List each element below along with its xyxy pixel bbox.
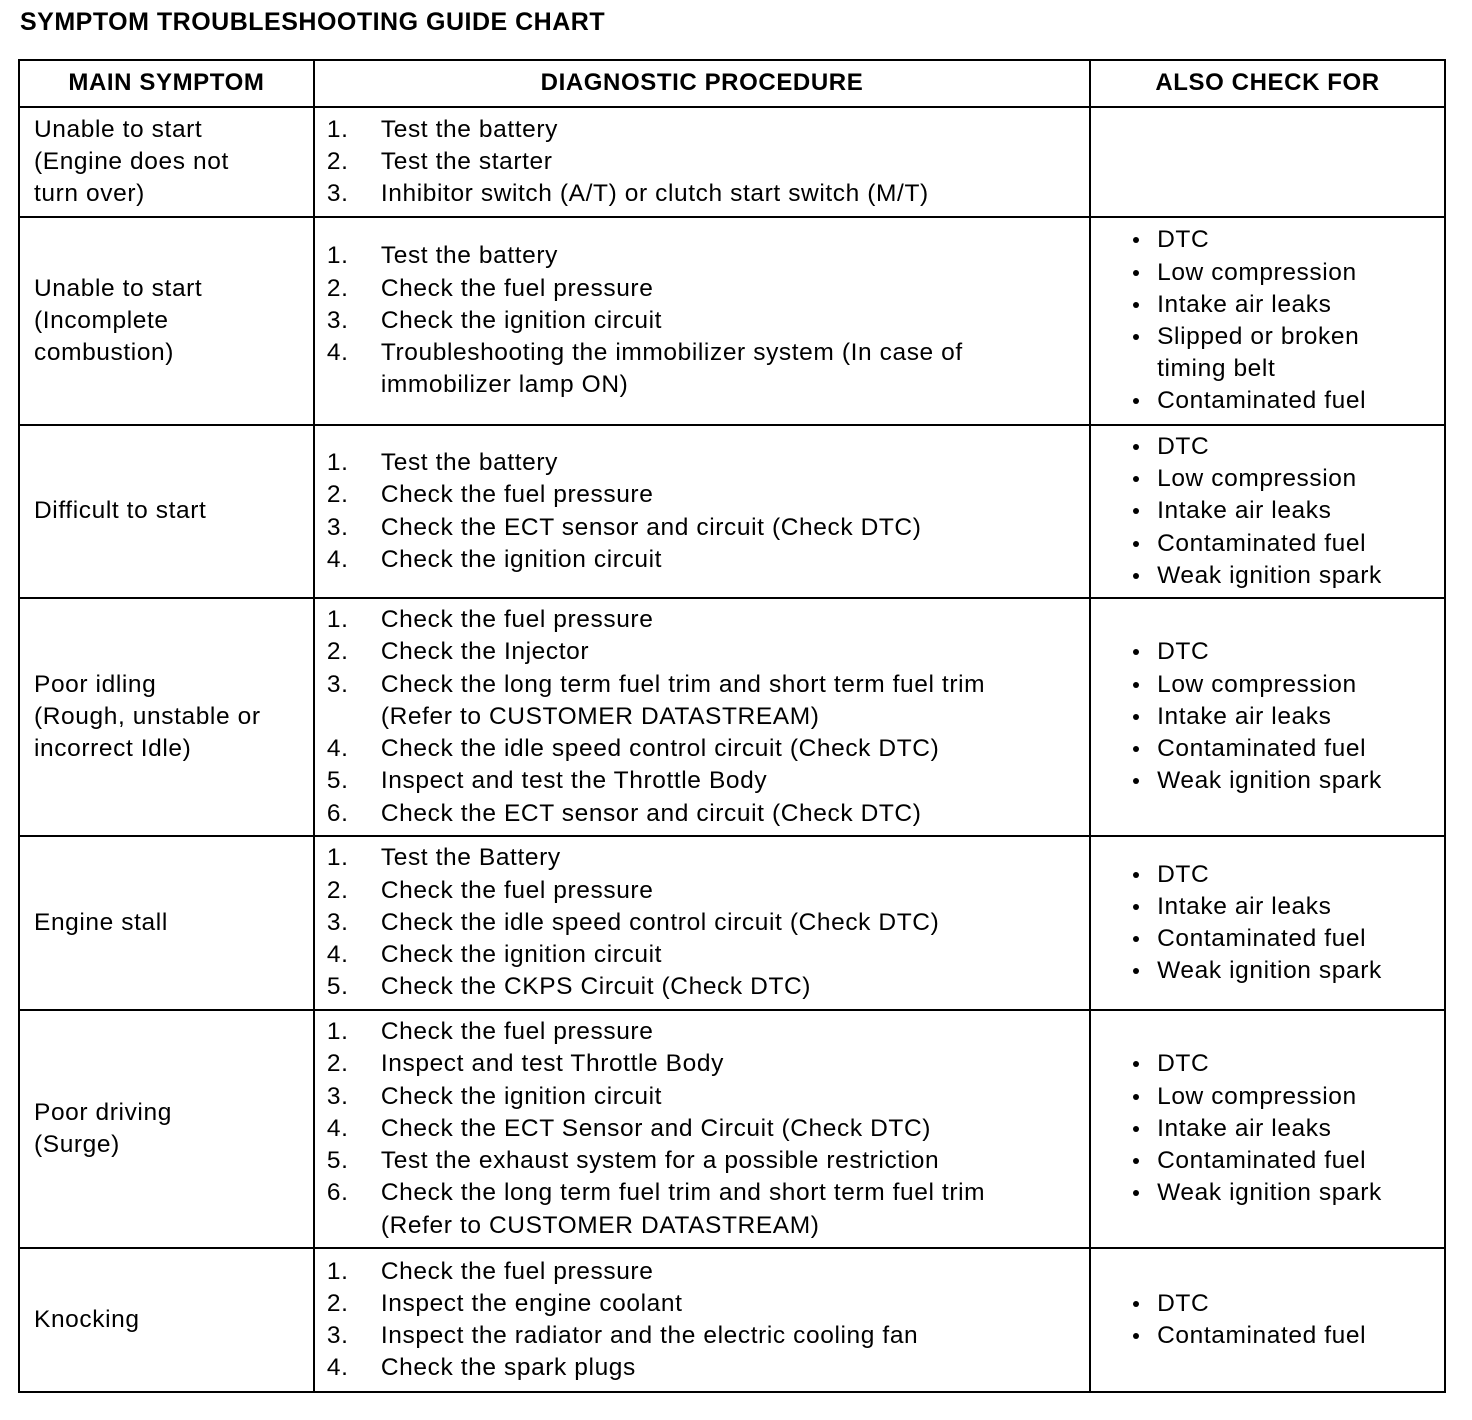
step-number: 3. [326, 908, 349, 936]
procedure-step [327, 798, 1089, 830]
bullet-icon [1127, 321, 1157, 385]
procedure-step [327, 765, 1089, 797]
bullet-icon [1127, 701, 1157, 733]
procedure-step [327, 907, 1089, 939]
check-item [1127, 636, 1444, 668]
procedure-step [327, 512, 1089, 544]
step-text: Check the long term fuel trim and short term fuel trim (Refer to CUSTOMER DATASTREAM) [380, 1179, 986, 1239]
procedure-step [327, 1081, 1089, 1113]
procedure-cell [314, 107, 1090, 217]
symptom-cell [19, 217, 314, 425]
also-check-cell [1090, 425, 1445, 598]
check-text: Contaminated fuel [1157, 387, 1367, 415]
bullet-icon [1127, 289, 1157, 321]
bullet-icon [1127, 1288, 1157, 1320]
check-item [1127, 1177, 1444, 1209]
step-number: 4. [326, 1354, 349, 1382]
symptom-line: turn over) [34, 180, 145, 208]
step-number: 3. [326, 670, 349, 698]
bullet-icon [1127, 859, 1157, 891]
bullet-icon [1127, 1048, 1157, 1080]
step-text: Inspect and test Throttle Body [380, 1050, 724, 1078]
bullet-icon [1127, 923, 1157, 955]
step-text: Check the fuel pressure [380, 1257, 654, 1285]
step-text: Check the ignition circuit [380, 306, 663, 334]
step-number: 2. [326, 876, 349, 904]
procedure-step [327, 939, 1089, 971]
step-number: 4. [326, 545, 349, 573]
step-text: Check the idle speed control circuit (Check DTC) [380, 735, 940, 763]
symptom-line: Poor idling [34, 670, 157, 698]
symptom-cell [19, 598, 314, 836]
table-row [19, 598, 1445, 836]
symptom-cell [19, 836, 314, 1010]
check-text: Contaminated fuel [1157, 735, 1367, 763]
procedure-cell [314, 598, 1090, 836]
step-text: Check the ignition circuit [380, 545, 663, 573]
step-number: 1. [326, 844, 349, 872]
step-number: 1. [326, 1257, 349, 1285]
table-row [19, 1010, 1445, 1248]
procedure-step [327, 1048, 1089, 1080]
step-number: 1. [326, 242, 349, 270]
procedure-step [327, 544, 1089, 576]
page-title: SYMPTOM TROUBLESHOOTING GUIDE CHART [20, 8, 606, 36]
header-also-check-for: ALSO CHECK FOR [1090, 60, 1445, 107]
procedure-step [327, 733, 1089, 765]
bullet-icon [1127, 224, 1157, 256]
check-text: Weak ignition spark [1157, 767, 1382, 795]
check-text: Weak ignition spark [1157, 561, 1382, 589]
procedure-step [327, 604, 1089, 636]
procedure-step [327, 1145, 1089, 1177]
step-text: Check the fuel pressure [380, 274, 654, 302]
check-item [1127, 1145, 1444, 1177]
also-check-cell [1090, 598, 1445, 836]
check-item [1127, 528, 1444, 560]
check-text: Low compression [1157, 670, 1357, 698]
step-text: Test the Battery [380, 844, 561, 872]
procedure-step [327, 178, 1089, 210]
symptom-cell [19, 1248, 314, 1392]
procedure-step [327, 1352, 1089, 1384]
header-row [19, 60, 1445, 107]
check-text: DTC [1157, 1050, 1210, 1078]
check-item [1127, 1320, 1444, 1352]
check-item [1127, 1113, 1444, 1145]
step-text: Test the exhaust system for a possible restriction [380, 1147, 940, 1175]
step-number: 2. [326, 638, 349, 666]
check-item [1127, 321, 1444, 385]
procedure-step [327, 337, 1089, 401]
step-text: Check the fuel pressure [380, 606, 654, 634]
also-check-cell [1090, 217, 1445, 425]
procedure-step [327, 479, 1089, 511]
check-text: Intake air leaks [1157, 892, 1332, 920]
symptom-line: Difficult to start [34, 497, 207, 525]
bullet-icon [1127, 1081, 1157, 1113]
step-text: Check the ignition circuit [380, 941, 663, 969]
check-text: Contaminated fuel [1157, 529, 1367, 557]
step-number: 6. [326, 799, 349, 827]
check-text: Weak ignition spark [1157, 1179, 1382, 1207]
table-row [19, 836, 1445, 1010]
bullet-icon [1127, 636, 1157, 668]
symptom-cell [19, 425, 314, 598]
symptom-line: incorrect Idle) [34, 735, 192, 763]
check-text: DTC [1157, 1289, 1210, 1317]
step-number: 3. [326, 1322, 349, 1349]
bullet-icon [1127, 528, 1157, 560]
check-text: DTC [1157, 860, 1210, 888]
step-text: Check the long term fuel trim and short term fuel trim (Refer to CUSTOMER DATASTREAM) [380, 670, 986, 730]
step-text: Check the spark plugs [380, 1354, 636, 1382]
procedure-step [327, 875, 1089, 907]
step-number: 5. [326, 1147, 349, 1175]
step-text: Check the idle speed control circuit (Check DTC) [380, 908, 940, 936]
procedure-step [327, 273, 1089, 305]
procedure-step [327, 447, 1089, 479]
step-number: 1. [326, 449, 349, 477]
step-text: Check the ECT Sensor and Circuit (Check DTC) [380, 1114, 932, 1142]
header-diagnostic-procedure: DIAGNOSTIC PROCEDURE [314, 60, 1090, 107]
bullet-icon [1127, 1177, 1157, 1209]
procedure-step [327, 1320, 1089, 1352]
step-text: Inspect and test the Throttle Body [380, 767, 768, 795]
check-text: Intake air leaks [1157, 1114, 1332, 1142]
step-number: 2. [326, 147, 349, 175]
step-text: Test the battery [380, 115, 558, 143]
procedure-step [327, 1177, 1089, 1241]
procedure-step [327, 636, 1089, 668]
also-check-cell [1090, 836, 1445, 1010]
procedure-step [327, 1016, 1089, 1048]
symptom-cell [19, 1010, 314, 1248]
header-main-symptom: MAIN SYMPTOM [19, 60, 314, 107]
bullet-icon [1127, 669, 1157, 701]
procedure-step [327, 669, 1089, 733]
bullet-icon [1127, 1113, 1157, 1145]
symptom-cell [19, 107, 314, 217]
step-number: 6. [326, 1179, 349, 1207]
step-number: 3. [326, 306, 349, 334]
step-text: Check the fuel pressure [380, 481, 654, 509]
step-number: 1. [326, 115, 349, 143]
check-item [1127, 385, 1444, 417]
procedure-step [327, 1288, 1089, 1320]
check-item [1127, 955, 1444, 987]
check-item [1127, 669, 1444, 701]
table-row [19, 107, 1445, 217]
check-text: Low compression [1157, 1082, 1357, 1110]
table-row [19, 425, 1445, 598]
step-number: 5. [326, 767, 349, 795]
check-text: Contaminated fuel [1157, 925, 1367, 952]
check-text: Intake air leaks [1157, 290, 1332, 318]
step-text: Check the fuel pressure [380, 1018, 654, 1046]
procedure-cell [314, 425, 1090, 598]
symptom-line: Engine stall [34, 908, 168, 936]
bullet-icon [1127, 495, 1157, 527]
step-text: Check the ECT sensor and circuit (Check DTC) [380, 513, 922, 541]
step-text: Check the ECT sensor and circuit (Check DTC) [380, 799, 922, 827]
symptom-line: (Incomplete [34, 306, 169, 334]
symptom-line: Poor driving [34, 1098, 172, 1126]
troubleshooting-table [18, 59, 1446, 1393]
bullet-icon [1127, 733, 1157, 765]
procedure-step [327, 114, 1089, 146]
check-item [1127, 733, 1444, 765]
step-text: Inspect the engine coolant [380, 1289, 683, 1317]
step-number: 4. [326, 339, 349, 367]
check-item [1127, 560, 1444, 592]
step-number: 3. [326, 513, 349, 541]
step-number: 3. [326, 180, 349, 208]
symptom-line: combustion) [34, 339, 175, 367]
table-row [19, 217, 1445, 425]
step-text: Test the starter [380, 147, 553, 175]
procedure-step [327, 971, 1089, 1003]
check-item [1127, 701, 1444, 733]
bullet-icon [1127, 765, 1157, 797]
step-number: 3. [326, 1082, 349, 1110]
step-number: 2. [326, 274, 349, 302]
also-check-cell [1090, 1010, 1445, 1248]
step-number: 1. [326, 606, 349, 634]
procedure-cell [314, 217, 1090, 425]
procedure-step [327, 842, 1089, 874]
check-text: DTC [1157, 638, 1210, 666]
step-text: Test the battery [380, 449, 558, 477]
symptom-line: (Rough, unstable or [34, 702, 261, 730]
bullet-icon [1127, 463, 1157, 495]
step-text: Check the Injector [380, 638, 590, 666]
bullet-icon [1127, 891, 1157, 923]
procedure-step [327, 240, 1089, 272]
step-text: Check the fuel pressure [380, 876, 654, 904]
check-text: Low compression [1157, 465, 1357, 493]
check-item [1127, 289, 1444, 321]
check-item [1127, 891, 1444, 923]
step-text: Check the ignition circuit [380, 1082, 663, 1110]
bullet-icon [1127, 560, 1157, 592]
step-text: Troubleshooting the immobilizer system (In case of immobilizer lamp ON) [380, 339, 963, 399]
bullet-icon [1127, 385, 1157, 417]
bullet-icon [1127, 1145, 1157, 1177]
check-item [1127, 1081, 1444, 1113]
step-number: 4. [326, 941, 349, 969]
step-text: Inspect the radiator and the electric cooling fan [380, 1322, 919, 1349]
check-item [1127, 1048, 1444, 1080]
procedure-cell [314, 836, 1090, 1010]
step-text: Inhibitor switch (A/T) or clutch start switch (M/T) [380, 180, 929, 208]
check-item [1127, 859, 1444, 891]
check-item [1127, 224, 1444, 256]
procedure-step [327, 1256, 1089, 1288]
check-item [1127, 1288, 1444, 1320]
check-text: Intake air leaks [1157, 702, 1332, 730]
symptom-line: Knocking [34, 1305, 140, 1333]
check-text: Contaminated fuel [1157, 1322, 1367, 1349]
bullet-icon [1127, 1320, 1157, 1352]
table-row [19, 1248, 1445, 1392]
check-text: Slipped or broken timing belt [1157, 323, 1360, 383]
step-number: 2. [326, 481, 349, 509]
check-text: Intake air leaks [1157, 497, 1332, 525]
bullet-icon [1127, 955, 1157, 987]
check-text: Weak ignition spark [1157, 957, 1382, 985]
check-text: Low compression [1157, 258, 1357, 286]
check-text: DTC [1157, 226, 1210, 254]
step-number: 5. [326, 973, 349, 1001]
procedure-cell [314, 1248, 1090, 1392]
also-check-cell [1090, 1248, 1445, 1392]
bullet-icon [1127, 431, 1157, 463]
check-item [1127, 257, 1444, 289]
procedure-cell [314, 1010, 1090, 1248]
symptom-line: Unable to start [34, 274, 203, 302]
check-item [1127, 495, 1444, 527]
symptom-line: Unable to start [34, 115, 203, 143]
step-text: Test the battery [380, 242, 558, 270]
procedure-step [327, 1113, 1089, 1145]
symptom-line: (Engine does not [34, 147, 229, 175]
bullet-icon [1127, 257, 1157, 289]
symptom-line: (Surge) [34, 1131, 120, 1158]
check-item [1127, 431, 1444, 463]
procedure-step [327, 305, 1089, 337]
step-number: 2. [326, 1289, 349, 1317]
step-number: 1. [326, 1018, 349, 1046]
check-item [1127, 463, 1444, 495]
check-text: Contaminated fuel [1157, 1147, 1367, 1175]
step-number: 4. [326, 735, 349, 763]
check-item [1127, 923, 1444, 955]
step-number: 2. [326, 1050, 349, 1078]
step-number: 4. [326, 1114, 349, 1142]
step-text: Check the CKPS Circuit (Check DTC) [380, 973, 812, 1001]
check-item [1127, 765, 1444, 797]
also-check-cell [1090, 107, 1445, 217]
check-text: DTC [1157, 432, 1210, 460]
procedure-step [327, 146, 1089, 178]
